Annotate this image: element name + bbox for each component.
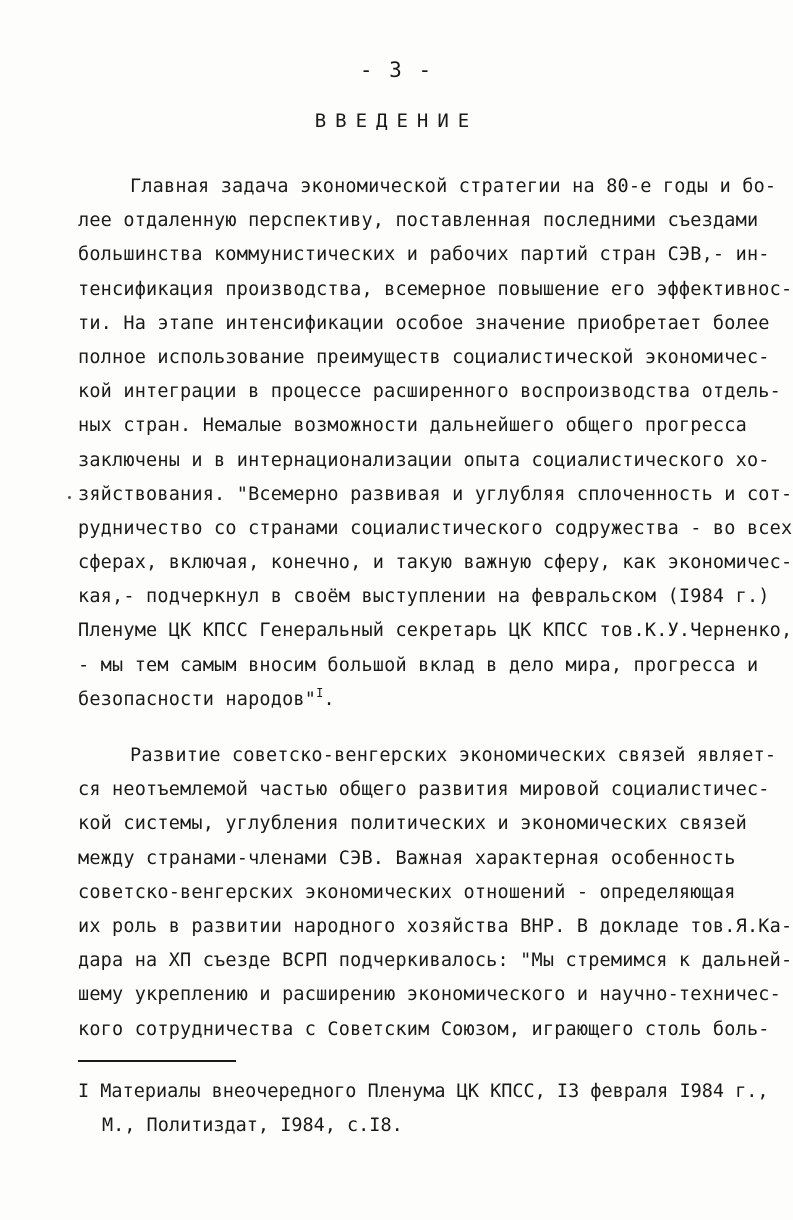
text-line: шему укреплению и расширению экономического и научно-техничес- — [78, 984, 781, 1006]
text-line: Пленуме ЦК КПСС Генеральный секретарь ЦК КПСС тов.К.У.Черненко, — [78, 620, 793, 642]
text-line: лее отдаленную перспективу, поставленная последними съездами — [78, 210, 759, 232]
text-line: зяйствования. "Всемерно развивая и углубляя сплоченность и сот- — [78, 483, 793, 505]
text-line: тенсификация производства, всемерное повышение его эффективнос- — [78, 278, 793, 300]
footnote-line: I Материалы внеочередного Пленума ЦК КПСС, I3 февраля I984 г., — [78, 1081, 769, 1102]
text-line: заключены и в интернационализации опыта социалистического хо- — [78, 449, 770, 471]
text-line: кой системы, углубления политических и экономических связей — [78, 813, 747, 835]
text-line: кой интеграции в процессе расширенного воспроизводства отдель- — [78, 381, 781, 403]
text-line-content: безопасности народов" — [78, 688, 317, 710]
text-line: - мы тем самым вносим большой вклад в дело мира, прогресса и — [78, 654, 759, 676]
footnote-divider — [78, 1060, 236, 1062]
text-line: кая,- подчеркнул в своём выступлении на февральском (I984 г.) — [78, 586, 770, 608]
sentence-end: . — [323, 688, 335, 710]
margin-mark — [68, 496, 71, 499]
footnote-reference: I — [316, 685, 324, 700]
text-line: ся неотъемлемой частью общего развития мировой социалистичес- — [78, 779, 770, 801]
text-line: рудничество со странами социалистического содружества - во всех — [78, 517, 793, 539]
footnote-line: М., Политиздат, I984, с.I8. — [102, 1115, 403, 1136]
footnotes — [78, 1075, 768, 1143]
body-text — [78, 170, 793, 1047]
text-line: дара на ХП съезде ВСРП подчеркивалось: "Мы стремимся к дальней- — [78, 950, 793, 972]
text-line: большинства коммунистических и рабочих партий стран СЭВ,- ин- — [78, 244, 770, 266]
text-line: советско-венгерских экономических отношений - определяющая — [78, 881, 736, 903]
text-line: между странами-членами СЭВ. Важная характерная особенность — [78, 847, 736, 869]
text-line: их роль в развитии народного хозяйства ВНР. В докладе тов.Я.Ка- — [78, 915, 793, 937]
page-number: - 3 - — [359, 58, 434, 82]
text-line: Развитие советско-венгерских экономических связей являет- — [130, 745, 777, 766]
text-line: ти. На этапе интенсификации особое значение приобретает более — [78, 312, 770, 334]
text-line: кого сотрудничества с Советским Союзом, играющего столь боль- — [78, 1018, 770, 1040]
text-line: сферах, включая, конечно, и такую важную сферу, как экономичес- — [78, 552, 793, 574]
text-line — [78, 683, 758, 717]
paragraph-gap — [78, 717, 758, 739]
text-line: ных стран. Немалые возможности дальнейшего общего прогресса — [78, 415, 747, 437]
text-line: полное использование преимуществ социалистической экономичес- — [78, 346, 770, 368]
text-line: Главная задача экономической стратегии на 80-е годы и бо- — [130, 176, 777, 197]
section-heading: ВВЕДЕНИЕ — [314, 110, 479, 132]
